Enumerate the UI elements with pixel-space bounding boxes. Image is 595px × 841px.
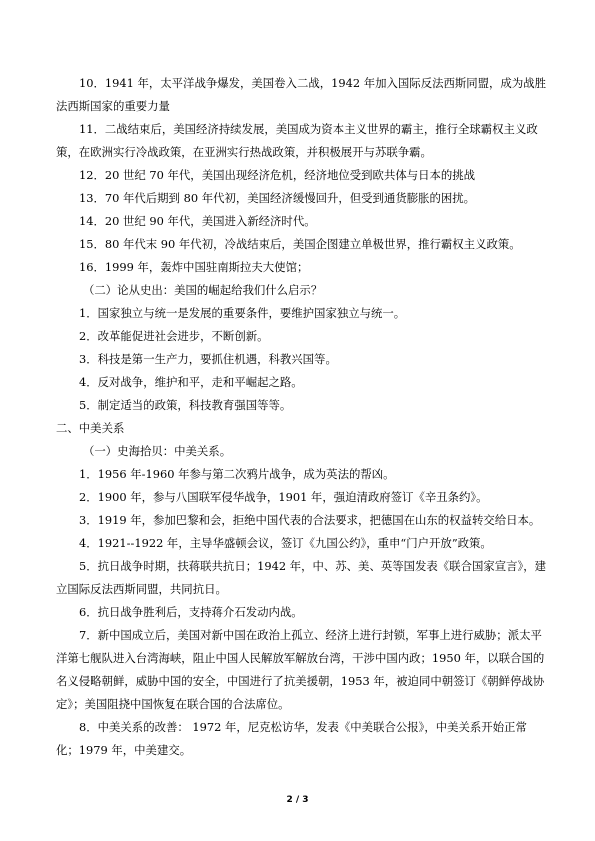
list-item: 2．1900 年，参与八国联军侵华战争，1901 年，强迫清政府签订《辛丑条约》。 <box>79 490 488 504</box>
list-item: 5．抗日战争时期，扶蒋联共抗日；1942 年，中、苏、美、英等国发表《联合国家宣言》，建立国际反法西斯同盟，共同抗日。 <box>56 559 547 596</box>
list-item: 1．1956 年-1960 年参与第二次鸦片战争，成为英法的帮凶。 <box>79 467 395 481</box>
list-item: 12．20 世纪 70 年代，美国出现经济危机，经济地位受到欧共体与日本的挑战 <box>79 168 476 182</box>
list-item: 2．改革能促进社会进步，不断创新。 <box>79 329 269 343</box>
list-item: 13．70 年代后期到 80 年代初，美国经济缓慢回升，但受到通货膨胀的困扰。 <box>79 191 476 205</box>
list-item: 16．1999 年，轰炸中国驻南斯拉夫大使馆； <box>79 260 309 274</box>
list-item: 15．80 年代末 90 年代初，冷战结束后，美国企图建立单极世界，推行霸权主义政策。 <box>79 237 521 251</box>
page-number: 2 / 3 <box>286 795 309 805</box>
list-item: 3．1919 年，参加巴黎和会，拒绝中国代表的合法要求，把德国在山东的权益转交给日本。 <box>79 513 541 527</box>
list-item: 6．抗日战争胜利后，支持蒋介石发动内战。 <box>79 605 303 619</box>
list-item: 5．制定适当的政策，科技教育强国等等。 <box>79 398 292 412</box>
subsection-heading: （一）史海拾贝：中美关系。 <box>83 444 232 458</box>
list-item: 3．科技是第一生产力，要抓住机遇，科教兴国等。 <box>79 352 337 366</box>
list-item: 7．新中国成立后，美国对新中国在政治上孤立、经济上进行封锁，军事上进行威胁；派太平洋第七舰队进入台湾海峡，阻止中国人民解放军解放台湾，干涉中国内政；1950 年，以联合国的名义侵略朝鲜，威胁中国的安全，中国进行了抗美援朝，1953 年，被迫同中朝签订《朝鲜停战协定》；美国阻挠中国恢复在联合国的合法席位。 <box>56 628 545 711</box>
section-heading: 二、中美关系 <box>56 421 125 435</box>
list-item: 4．反对战争，维护和平，走和平崛起之路。 <box>79 375 303 389</box>
list-item: 11．二战结束后，美国经济持续发展，美国成为资本主义世界的霸主，推行全球霸权主义政策，在欧洲实行冷战政策，在亚洲实行热战政策，并积极展开与苏联争霸。 <box>56 122 538 159</box>
list-item: 4．1921--1922 年，主导华盛顿会议，签订《九国公约》，重申“门户开放”政策。 <box>79 536 492 550</box>
subsection-heading: （二）论从史出：美国的崛起给我们什么启示？ <box>83 283 323 297</box>
document-body <box>56 72 548 762</box>
list-item: 8．中美关系的改善： 1972 年，尼克松访华，发表《中美联合公报》，中美关系开始正常化；1979 年，中美建交。 <box>56 720 527 757</box>
list-item: 10．1941 年，太平洋战争爆发，美国卷入二战，1942 年加入国际反法西斯同盟，成为战胜法西斯国家的重要力量 <box>56 76 546 113</box>
list-item: 1．国家独立与统一是发展的重要条件，要维护国家独立与统一。 <box>79 306 406 320</box>
list-item: 14．20 世纪 90 年代，美国进入新经济时代。 <box>79 214 316 228</box>
